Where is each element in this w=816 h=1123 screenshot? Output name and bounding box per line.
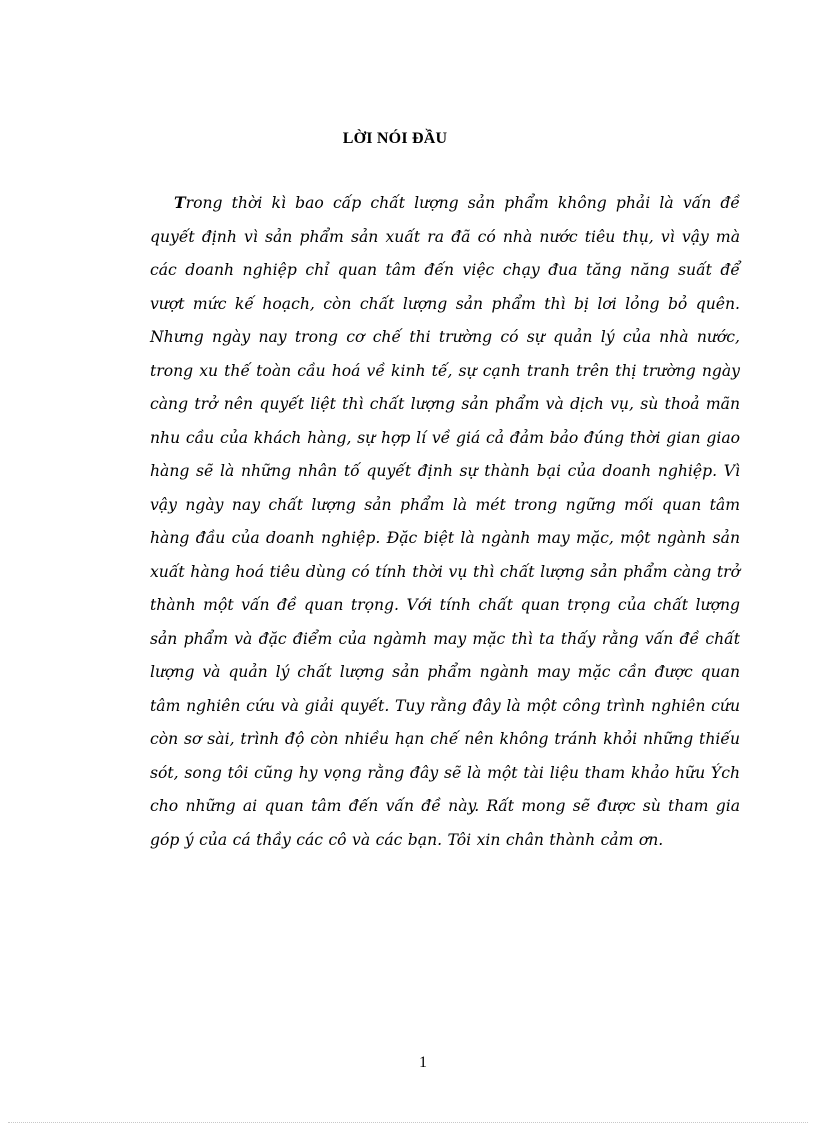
- foreword-paragraph: [150, 186, 740, 857]
- paragraph-first-letter: T: [174, 193, 186, 212]
- page-title: LỜI NÓI ĐẦU: [342, 130, 448, 147]
- paragraph-text: rong thời kì bao cấp chất lượng sản phẩm không phải là vấn đề quyết định vì sản phẩm sản xuất ra đã có nhà nước tiêu thụ, vì vậy mà các doanh nghiệp chỉ quan tâm đến việc chạy đua tăng năng suất để vượt mức kế hoạch, còn chất lượng sản phẩm thì bị lơi lỏng bỏ quên. Nhưng ngày nay trong cơ chế thi trường có sự quản lý của nhà nước, trong xu thế toàn cầu hoá về kinh tế, sự cạnh tranh trên thị trường ngày càng trở nên quyết liệt thì chất lượng sản phẩm và dịch vụ, sù thoả mãn nhu cầu của khách hàng, sự hợp lí về giá cả đảm bảo đúng thời gian giao hàng sẽ là những nhân tố quyết định sự thành bại của doanh nghiệp. Vì vậy ngày nay chất lượng sản phẩm là mét trong ngững mối quan tâm hàng đầu của doanh nghiệp. Đặc biệt là ngành may mặc, một ngành sản xuất hàng hoá tiêu dùng có tính thời vụ thì chất lượng sản phẩm càng trở thành một vấn đề quan trọng. Với tính chất quan trọng của chất lượng sản phẩm và đặc điểm của ngàmh may mặc thì ta thấy rằng vấn đề chất lượng và quản lý chất lượng sản phẩm ngành may mặc cần được quan tâm nghiên cứu và giải quyết. Tuy rằng đây là một công trình nghiên cứu còn sơ sài, trình độ còn nhiều hạn chế nên không tránh khỏi những thiếu sót, song tôi cũng hy vọng rằng đây sẽ là một tài liệu tham khảo hữu Ých cho những ai quan tâm đến vấn đề này. Rất mong sẽ được sù tham gia góp ý của cá thầy các cô và các bạn. Tôi xin chân thành cảm ơn.: [150, 194, 740, 849]
- page-number: 1: [419, 1054, 427, 1071]
